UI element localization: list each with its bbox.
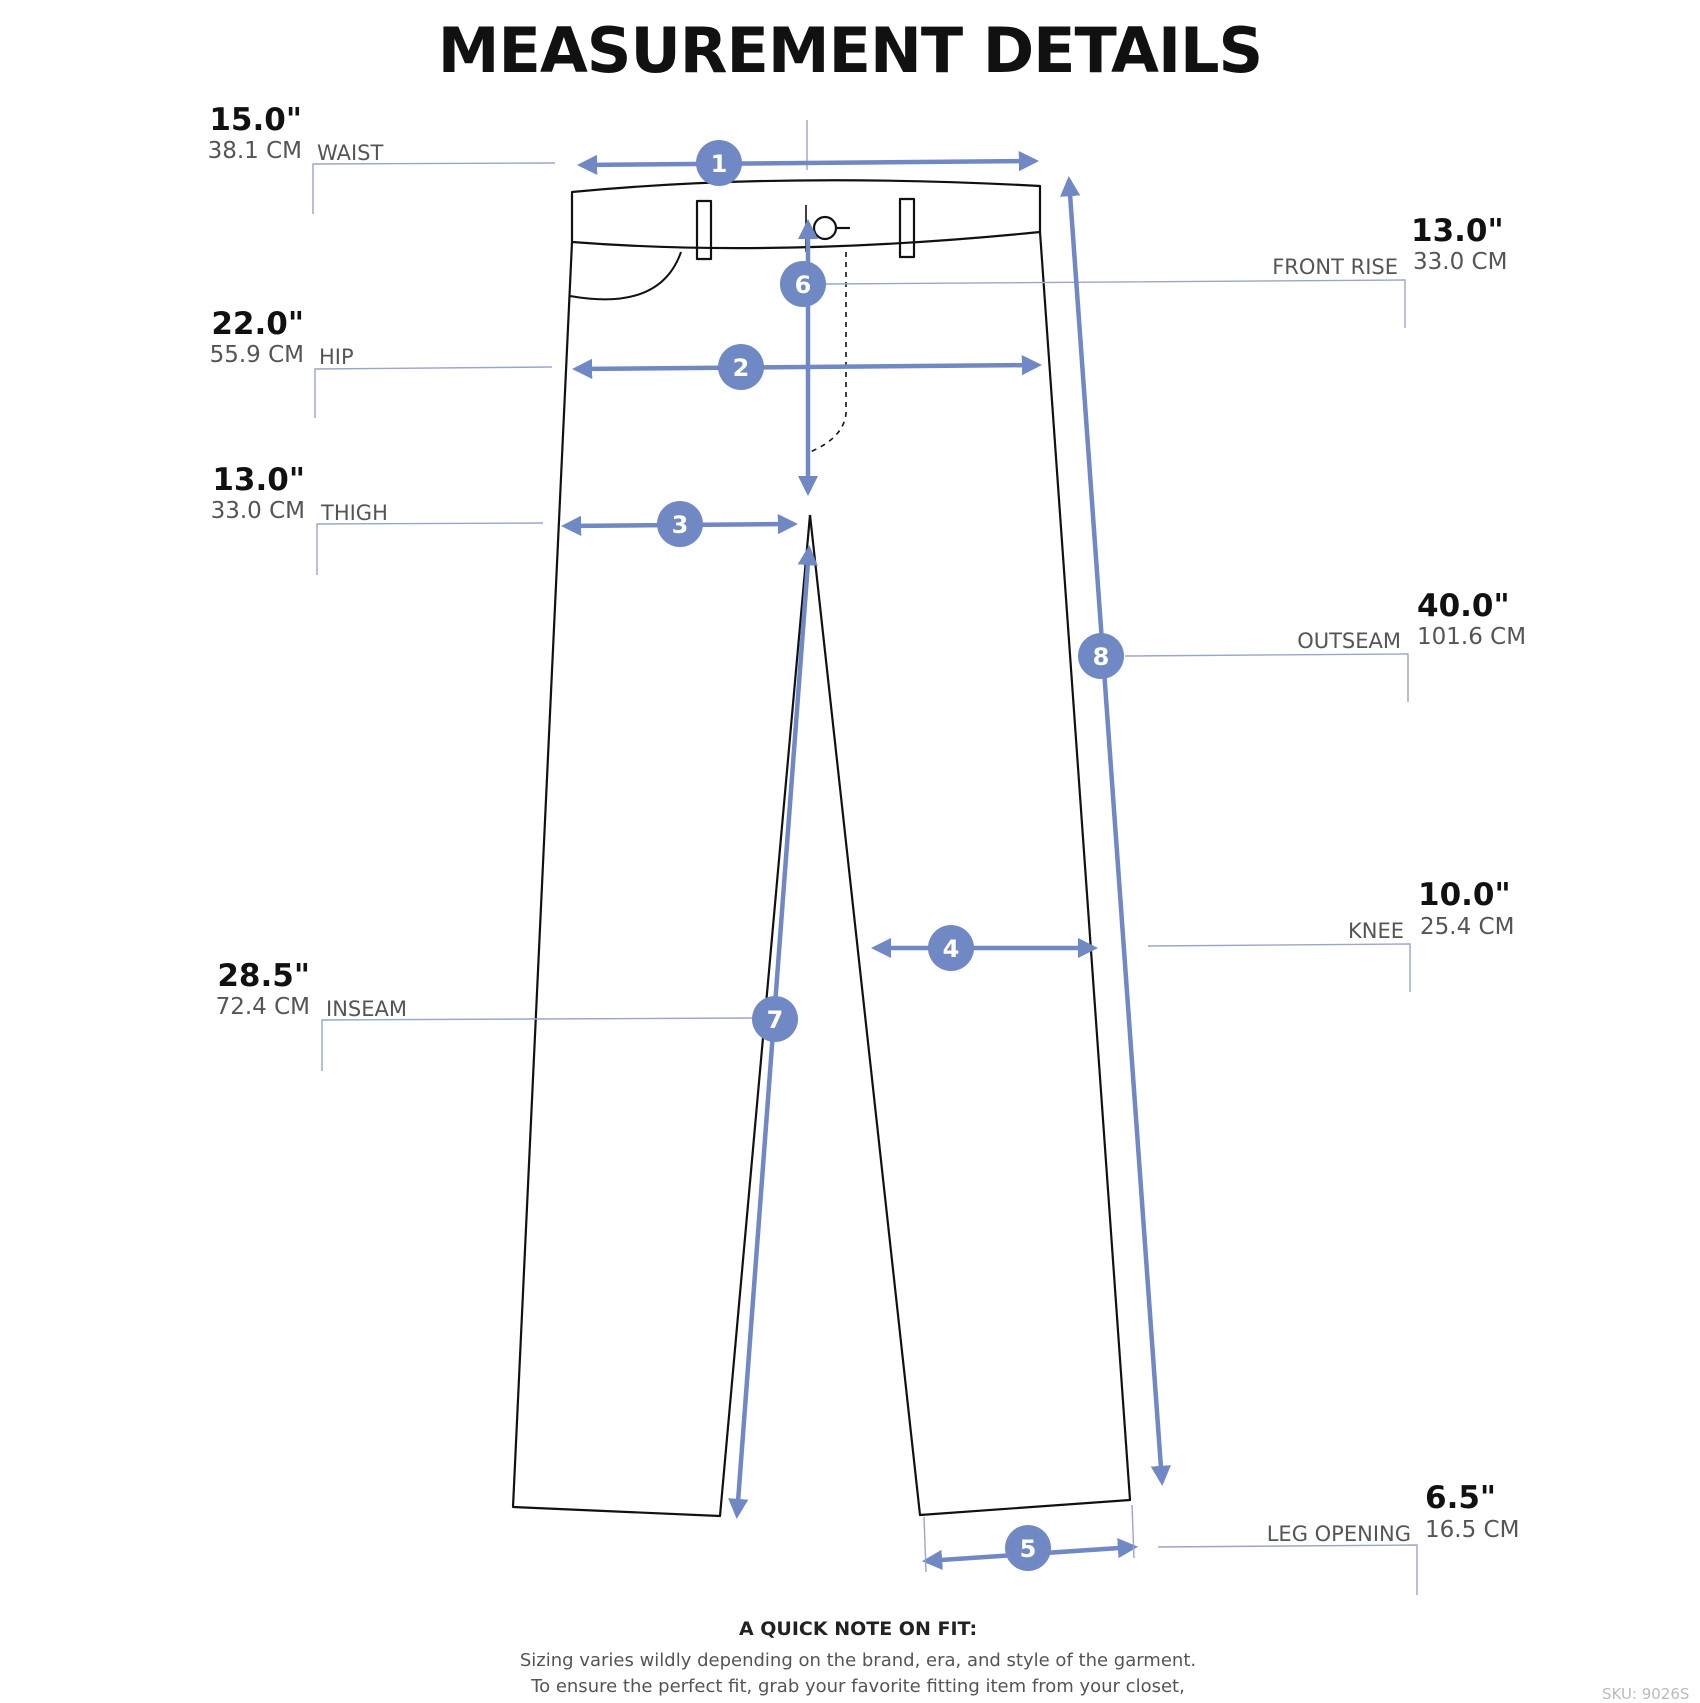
fit-note-heading: A QUICK NOTE ON FIT: (738, 1618, 978, 1640)
inseam-cm: 72.4 CM (215, 994, 310, 1020)
fit-note-line-1: Sizing varies wildly depending on the brand, era, and style of the garment. (519, 1650, 1197, 1671)
leader-outseam (1125, 654, 1408, 702)
svg-text:7: 7 (766, 1006, 784, 1034)
leg-opening-cm: 16.5 CM (1425, 1517, 1520, 1543)
svg-text:3: 3 (671, 511, 689, 539)
knee-inches: 10.0" (1418, 877, 1511, 913)
inseam-label: INSEAM (326, 997, 407, 1021)
leader-thigh (317, 523, 543, 575)
waist-inches: 15.0" (209, 102, 302, 138)
waist-cm: 38.1 CM (207, 138, 302, 164)
inseam-inches: 28.5" (217, 958, 310, 994)
badge-3 (657, 501, 703, 547)
outseam-cm: 101.6 CM (1417, 624, 1527, 650)
svg-text:6: 6 (794, 271, 812, 299)
front-rise-cm: 33.0 CM (1413, 249, 1508, 275)
hip-cm: 55.9 CM (209, 342, 304, 368)
arrow-waist (581, 161, 1035, 165)
leader-lines (313, 120, 1417, 1595)
leader-inseam (322, 1018, 752, 1071)
knee-cm: 25.4 CM (1420, 914, 1515, 940)
waist-button (814, 217, 836, 239)
badges (657, 140, 1124, 1571)
sku-label: SKU: 9026S (1602, 1685, 1690, 1703)
badge-2 (718, 344, 764, 390)
right-leg-outline (810, 232, 1130, 1515)
leader-hip (315, 367, 552, 418)
pants-outline (513, 180, 1130, 1516)
thigh-cm: 33.0 CM (210, 498, 305, 524)
svg-text:2: 2 (732, 354, 750, 382)
leg-opening-inches: 6.5" (1425, 1480, 1497, 1516)
svg-text:5: 5 (1019, 1535, 1037, 1563)
leader-leg-opening (1158, 1545, 1417, 1595)
svg-text:8: 8 (1092, 643, 1110, 671)
badge-6 (780, 261, 826, 307)
badge-8 (1078, 633, 1124, 679)
leader-waist (313, 163, 555, 214)
badge-7 (752, 996, 798, 1042)
badge-1 (696, 140, 742, 186)
page-title: MEASUREMENT DETAILS (437, 14, 1263, 87)
left-leg-outline (513, 242, 810, 1516)
front-pocket (570, 252, 681, 299)
leg-opening-label: LEG OPENING (1266, 1522, 1411, 1546)
front-rise-inches: 13.0" (1411, 213, 1504, 249)
thigh-label: THIGH (321, 501, 388, 525)
leader-knee (1148, 944, 1410, 992)
outseam-label: OUTSEAM (1297, 629, 1401, 653)
badge-5 (1005, 1525, 1051, 1571)
measurement-arrows (565, 161, 1162, 1561)
waist-label: WAIST (317, 141, 384, 165)
hip-label: HIP (319, 345, 354, 369)
thigh-inches: 13.0" (212, 462, 305, 498)
svg-text:4: 4 (942, 935, 960, 963)
belt-loop-left (697, 201, 711, 259)
outseam-inches: 40.0" (1417, 588, 1510, 624)
belt-loop-right (900, 199, 914, 257)
badge-4 (928, 925, 974, 971)
hip-inches: 22.0" (211, 306, 304, 342)
svg-text:1: 1 (710, 150, 728, 178)
knee-label: KNEE (1347, 919, 1404, 943)
front-rise-label: FRONT RISE (1272, 255, 1398, 279)
leader-front-rise (825, 280, 1405, 328)
fit-note-line-2: To ensure the perfect fit, grab your favorite fitting item from your closet, (531, 1676, 1185, 1697)
